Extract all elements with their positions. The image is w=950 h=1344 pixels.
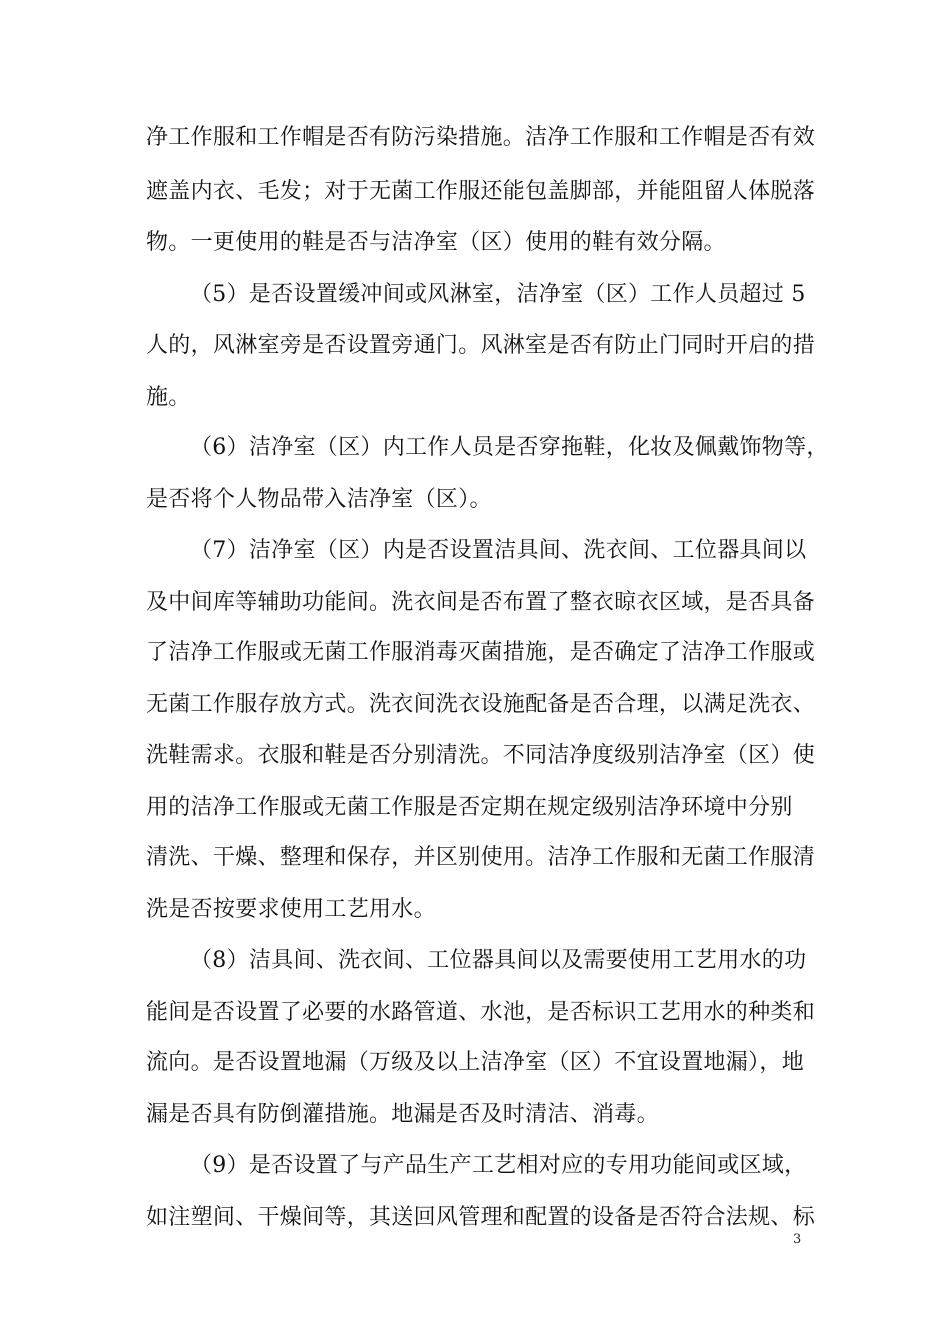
- paragraph-8-start: （8）洁具间、洗衣间、工位器具间以及需要使用工艺用水的功: [190, 948, 807, 973]
- body-text-line: 施。: [146, 385, 191, 410]
- body-text-line: 洗是否按要求使用工艺用水。: [146, 897, 436, 922]
- body-text-line: 及中间库等辅助功能间。洗衣间是否布置了整衣晾衣区域，是否具备: [146, 590, 816, 615]
- paragraph-9-start: （9）是否设置了与产品生产工艺相对应的专用功能间或区域，: [190, 1153, 807, 1178]
- paragraph-6-start: （6）洁净室（区）内工作人员是否穿拖鞋，化妆及佩戴饰物等，: [190, 435, 829, 460]
- body-text-line: 人的，风淋室旁是否设置旁通门。风淋室是否有防止门同时开启的措: [146, 333, 816, 358]
- body-text-line: 如注塑间、干燥间等，其送回风管理和配置的设备是否符合法规、标: [146, 1205, 816, 1230]
- body-text-line: 物。一更使用的鞋是否与洁净室（区）使用的鞋有效分隔。: [146, 230, 726, 255]
- body-text-line: 漏是否具有防倒灌措施。地漏是否及时清洁、消毒。: [146, 1102, 659, 1127]
- paragraph-7-start: （7）洁净室（区）内是否设置洁具间、洗衣间、工位器具间以: [190, 538, 807, 563]
- body-text-line: 洗鞋需求。衣服和鞋是否分别清洗。不同洁净度级别洁净室（区）使: [146, 743, 816, 768]
- body-text-line: 遮盖内衣、毛发；对于无菌工作服还能包盖脚部，并能阻留人体脱落: [146, 179, 816, 204]
- page-number: 3: [793, 1232, 802, 1247]
- paragraph-5-start: （5）是否设置缓冲间或风淋室，洁净室（区）工作人员超过 5: [190, 282, 806, 307]
- body-text-line: 无菌工作服存放方式。洗衣间洗衣设施配备是否合理，以满足洗衣、: [146, 692, 816, 717]
- body-text-line: 净工作服和工作帽是否有防污染措施。洁净工作服和工作帽是否有效: [146, 125, 816, 150]
- body-text-line: 了洁净工作服或无菌工作服消毒灭菌措施，是否确定了洁净工作服或: [146, 640, 816, 665]
- body-text-line: 是否将个人物品带入洁净室（区）。: [146, 487, 492, 512]
- body-text-line: 流向。是否设置地漏（万级及以上洁净室（区）不宜设置地漏），地: [146, 1050, 805, 1075]
- body-text-line: 清洗、干燥、整理和保存，并区别使用。洁净工作服和无菌工作服清: [146, 845, 816, 870]
- body-text-line: 能间是否设置了必要的水路管道、水池，是否标识工艺用水的种类和: [146, 1000, 816, 1025]
- body-text-line: 用的洁净工作服或无菌工作服是否定期在规定级别洁净环境中分别: [146, 795, 793, 820]
